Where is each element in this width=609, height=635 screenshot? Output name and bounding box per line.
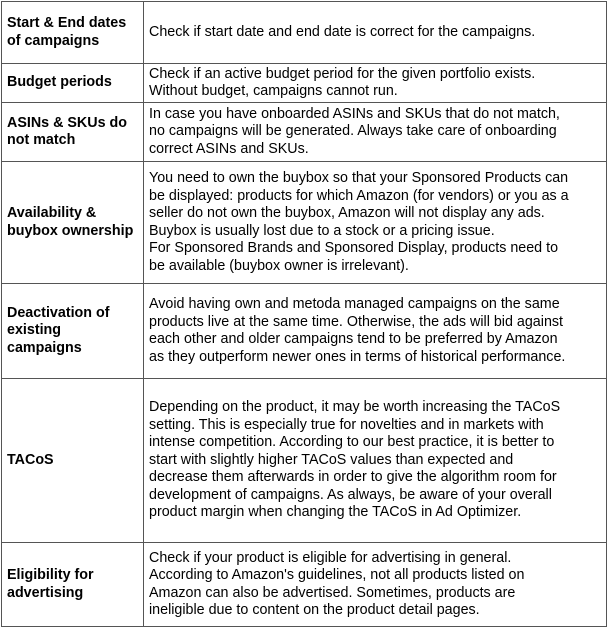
description-line: development of campaigns. As always, be aware of your overall bbox=[149, 486, 552, 503]
description-line: Check if your product is eligible for advertising in general. bbox=[149, 549, 512, 566]
table-row bbox=[2, 64, 607, 103]
description-line: be available (buybox owner is irrelevant). bbox=[149, 257, 409, 274]
row-label-tacos: TACoS bbox=[2, 379, 144, 543]
troubleshooting-table bbox=[1, 1, 607, 627]
row-label-start-end-dates: Start & End dates of campaigns bbox=[2, 2, 144, 64]
description-line: ineligible due to content on the product detail pages. bbox=[149, 602, 480, 618]
row-label-availability-buybox: Availability & buybox ownership bbox=[2, 162, 144, 284]
row-label-deactivation: Deactivation of existing campaigns bbox=[2, 284, 144, 379]
description-line: Check if an active budget period for the given portfolio exists. bbox=[149, 65, 536, 82]
description-line: Amazon can also be advertised. Sometimes, products are bbox=[149, 584, 516, 601]
description-line: seller do not own the buybox, Amazon will not display any ads. bbox=[149, 205, 545, 221]
table-row bbox=[2, 2, 607, 64]
description-line: According to Amazon's guidelines, not all products listed on bbox=[149, 567, 525, 583]
description-line: start with slightly higher TACoS values than expected and bbox=[149, 451, 514, 468]
description-line: Without budget, campaigns cannot run. bbox=[149, 83, 398, 99]
row-description bbox=[144, 162, 607, 284]
description-line: correct ASINs and SKUs. bbox=[149, 140, 309, 157]
row-label-budget-periods: Budget periods bbox=[2, 64, 144, 103]
description-line: Depending on the product, it may be worth increasing the TACoS bbox=[149, 399, 561, 416]
row-description bbox=[144, 284, 607, 379]
description-line: product margin when changing the TACoS in Ad Optimizer. bbox=[149, 504, 522, 521]
row-label-eligibility: Eligibility for advertising bbox=[2, 543, 144, 627]
row-description bbox=[144, 379, 607, 543]
row-description bbox=[144, 64, 607, 103]
description-line: In case you have onboarded ASINs and SKUs that do not match, bbox=[149, 105, 560, 122]
description-line: no campaigns will be generated. Always take care of onboarding bbox=[149, 123, 557, 140]
row-label-asins-skus: ASINs & SKUs do not match bbox=[2, 103, 144, 162]
row-description bbox=[144, 103, 607, 162]
description-line: Avoid having own and metoda managed campaigns on the same bbox=[149, 296, 560, 312]
description-line: decrease them afterwards in order to give the algorithm room for bbox=[149, 469, 557, 486]
description-line: Check if start date and end date is correct for the campaigns. bbox=[149, 23, 536, 40]
table-row bbox=[2, 103, 607, 162]
description-line: products live at the same time. Otherwise, the ads will bid against bbox=[149, 313, 564, 330]
table-row bbox=[2, 543, 607, 627]
description-line: Buybox is usually lost due to a stock or a pricing issue. bbox=[149, 222, 495, 239]
description-line: be displayed: products for which Amazon (for vendors) or you as a bbox=[149, 187, 569, 204]
table-row bbox=[2, 162, 607, 284]
row-description bbox=[144, 2, 607, 64]
table-row bbox=[2, 379, 607, 543]
description-line: setting. This is especially true for novelties and in markets with bbox=[149, 416, 544, 433]
row-description bbox=[144, 543, 607, 627]
description-line: each other and older campaigns tend to be preferred by Amazon bbox=[149, 331, 558, 347]
description-line: You need to own the buybox so that your Sponsored Products can bbox=[149, 170, 569, 186]
description-line: intense competition. According to our best practice, it is better to bbox=[149, 434, 555, 451]
description-line: For Sponsored Brands and Sponsored Display, products need to bbox=[149, 240, 559, 256]
description-line: as they outperform newer ones in terms of historical performance. bbox=[149, 348, 566, 365]
table-row bbox=[2, 284, 607, 379]
